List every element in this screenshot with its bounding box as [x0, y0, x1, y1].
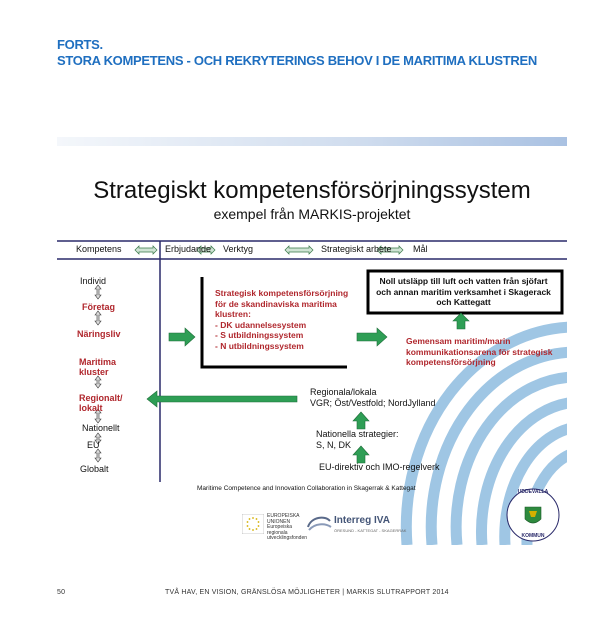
header-strategiskt: Strategiskt arbete: [321, 244, 392, 254]
header-verktyg: Verktyg: [223, 244, 254, 254]
slide-footer: Maritime Competence and Innovation Collaboration in Skagerrak & Kattegat: [197, 485, 416, 492]
strategy-box-text: Strategisk kompetensförsörjning för de skandinaviska maritima klustren: - DK udannelsesystem - S utbildningssystem - N utbildningssystem: [215, 288, 349, 351]
level-globalt: Globalt: [80, 464, 109, 474]
eu-logo-line-5: utvecklingsfonden: [267, 535, 308, 541]
header-kompetens: Kompetens: [76, 244, 122, 254]
level-regionalt: Regionalt/ lokalt: [79, 393, 123, 413]
level-foretag: Företag: [82, 302, 116, 312]
eu-logo: [242, 512, 312, 541]
uddevalla-seal: [505, 487, 561, 543]
eu-logo-line-3: Europeiska: [267, 524, 293, 530]
regional-text: Regionala/lokala VGR; Öst/Vestfold; NordJylland: [310, 387, 436, 408]
arena-text: Gemensam maritim/marin kommunikationsarena för strategisk kompetensförsörjning: [406, 336, 553, 367]
goal-text: Noll utsläpp till luft och vatten från sjöfart och annan maritim verksamhet i Skagerack och Kattegatt: [376, 276, 551, 307]
interreg-label: Interreg IVA: [334, 515, 390, 526]
header-erbjudande: Erbjudande: [165, 244, 212, 254]
uddevalla-top-text: UDDEVALLA: [517, 489, 549, 495]
slide-subtitle: exempel från MARKIS-projektet: [213, 206, 411, 222]
level-naringsliv: Näringsliv: [77, 329, 121, 339]
uddevalla-bottom-text: KOMMUN: [521, 533, 545, 539]
interreg-swirl-icon: [305, 513, 333, 535]
eu-logo-line-1: EUROPEISKA: [267, 513, 300, 519]
page-footer-text: TVÅ HAV, EN VISION, GRÄNSLÖSA MÖJLIGHETER | MARKIS SLUTRAPPORT 2014: [165, 589, 449, 596]
page-heading: [57, 37, 537, 69]
heading-line-1: FORTS.: [57, 37, 103, 52]
level-nationellt: Nationellt: [82, 423, 120, 433]
heading-line-2: STORA KOMPETENS - OCH REKRYTERINGS BEHOV I DE MARITIMA KLUSTREN: [57, 53, 537, 68]
slide-title: Strategiskt kompetensförsörjningssystem: [93, 177, 531, 204]
eu-flag-icon: [242, 514, 264, 534]
interreg-logo: [305, 512, 415, 538]
markis-slide: [57, 137, 567, 545]
eu-logo-line-4: regionala: [267, 529, 288, 536]
page-number: 50: [57, 589, 66, 596]
national-text: Nationella strategier: S, N, DK: [316, 429, 399, 450]
level-maritima-kluster: Maritima kluster: [79, 357, 117, 377]
header-mal: Mål: [413, 244, 428, 254]
level-eu: EU: [87, 440, 100, 450]
eu-directive-text: EU-direktiv och IMO-regelverk: [319, 462, 440, 472]
interreg-sub: ÖRESUND - KATTEGAT - SKAGERRAK: [334, 528, 407, 533]
level-individ: Individ: [80, 276, 107, 286]
eu-logo-line-2: UNIONEN: [267, 518, 291, 525]
